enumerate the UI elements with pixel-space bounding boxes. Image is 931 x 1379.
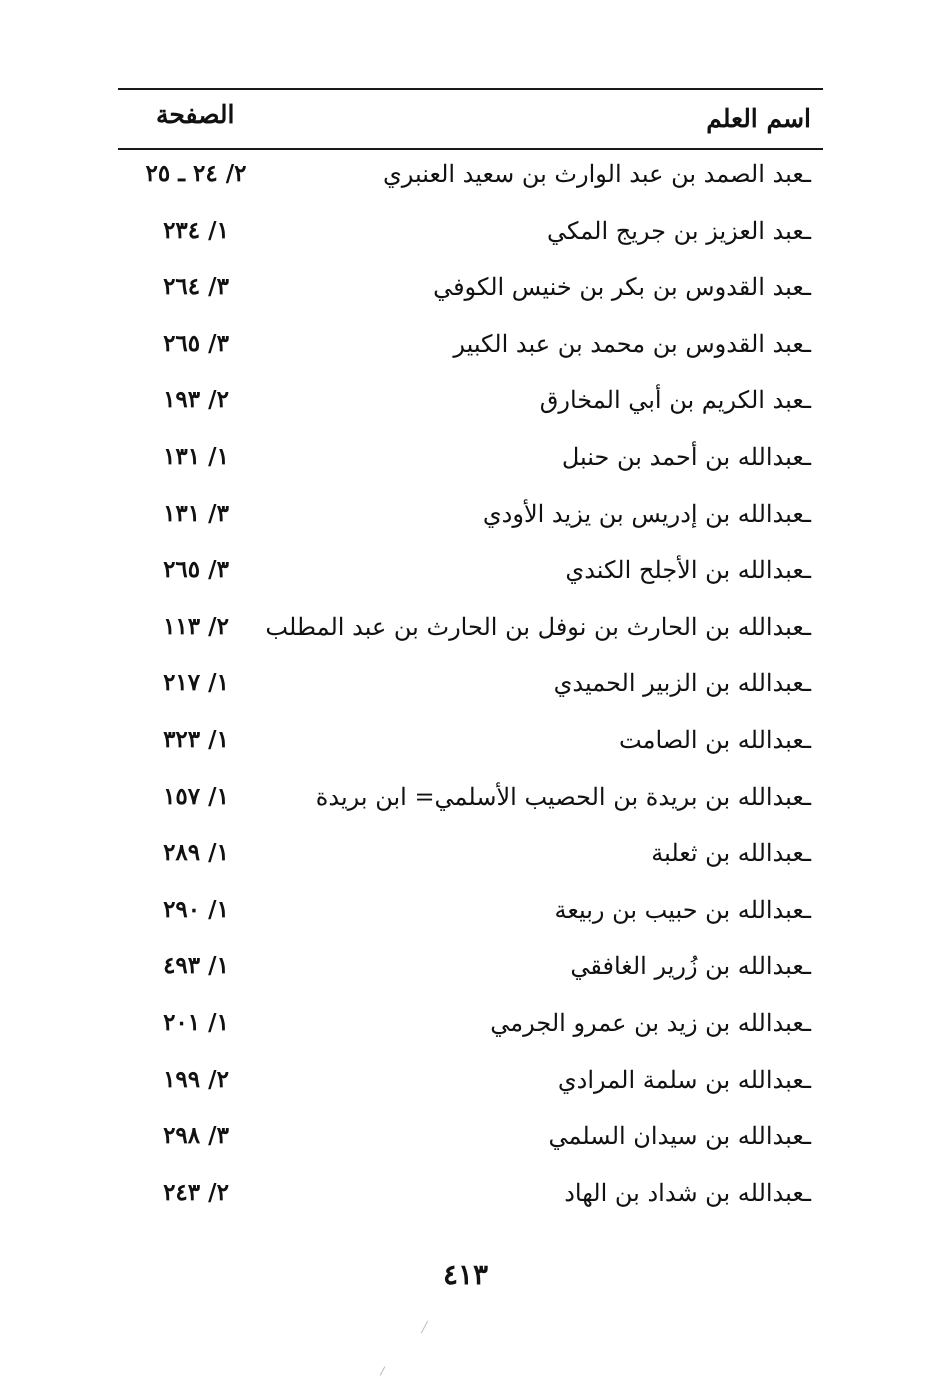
name-column-header: اسم العلم <box>706 104 811 133</box>
index-entry <box>118 152 823 209</box>
top-rule <box>118 88 823 90</box>
page-column-header: الصفحة <box>156 100 235 129</box>
entry-page: ٢/ ١١٣ <box>163 612 229 640</box>
index-entry <box>118 209 823 266</box>
index-entry <box>118 831 823 888</box>
entry-page: ١/ ٢١٧ <box>163 669 229 697</box>
entry-name: ـعبد الكريم بن أبي المخارق <box>539 386 811 415</box>
entry-page: ١/ ١٣١ <box>163 442 229 470</box>
entry-name: ـعبدالله بن الزبير الحميدي <box>553 669 811 698</box>
entry-page: ٢/ ١٩٣ <box>163 386 229 414</box>
entry-name: ـعبدالله بن الأجلح الكندي <box>565 556 811 585</box>
entry-name: ـعبدالله بن الصامت <box>619 725 811 754</box>
scan-mark <box>421 1321 428 1334</box>
index-entry <box>118 775 823 832</box>
index-entries <box>118 152 823 1227</box>
index-entry <box>118 548 823 605</box>
index-entry <box>118 435 823 492</box>
entry-name: ـعبدالله بن ثعلبة <box>651 839 811 868</box>
index-entry <box>118 378 823 435</box>
entry-name: ـعبدالله بن إدريس بن يزيد الأودي <box>482 499 811 528</box>
entry-page: ١/ ٢٨٩ <box>163 839 229 867</box>
entry-name: ـعبدالله بن زيد بن عمرو الجرمي <box>490 1008 811 1037</box>
entry-name: ـعبدالله بن زُرير الغافقي <box>570 952 811 981</box>
entry-page: ٣/ ٢٦٥ <box>163 329 229 357</box>
table-header <box>118 96 823 142</box>
entry-page: ١/ ٢٩٠ <box>163 895 229 923</box>
entry-page: ٢/ ٢٤٣ <box>163 1178 229 1206</box>
entry-page: ٢/ ١٩٩ <box>163 1065 229 1093</box>
entry-page: ٣/ ٢٦٥ <box>163 556 229 584</box>
entry-name: ـعبدالله بن أحمد بن حنبل <box>561 442 811 471</box>
index-entry <box>118 661 823 718</box>
entry-page: ٢/ ٢٤ ـ ٢٥ <box>145 160 247 187</box>
index-entry <box>118 718 823 775</box>
entry-page: ١/ ٢٣٤ <box>163 216 229 244</box>
entry-page: ١/ ٢٠١ <box>163 1008 229 1036</box>
entry-page: ١/ ٤٩٣ <box>163 952 229 980</box>
entry-name: ـعبدالله بن سيدان السلمي <box>548 1122 811 1151</box>
index-entry <box>118 265 823 322</box>
entry-name: ـعبد الصمد بن عبد الوارث بن سعيد العنبري <box>382 160 811 188</box>
index-entry <box>118 322 823 379</box>
index-entry <box>118 1114 823 1171</box>
entry-name: ـعبدالله بن شداد بن الهاد <box>564 1178 811 1207</box>
scan-mark <box>380 1366 386 1375</box>
entry-name: ـعبد القدوس بن محمد بن عبد الكبير <box>453 329 811 358</box>
index-entry <box>118 888 823 945</box>
entry-page: ٣/ ٢٦٤ <box>163 273 229 301</box>
index-entry <box>118 1171 823 1228</box>
index-entry <box>118 1001 823 1058</box>
entry-page: ١/ ٣٢٣ <box>163 725 229 753</box>
entry-name: ـعبدالله بن الحارث بن نوفل بن الحارث بن عبد المطلب <box>265 612 811 641</box>
entry-page: ١/ ١٥٧ <box>163 782 229 810</box>
entry-name: ـعبدالله بن سلمة المرادي <box>557 1065 811 1094</box>
index-entry <box>118 605 823 662</box>
page-number: ٤١٣ <box>442 1258 489 1291</box>
entry-name: ـعبد القدوس بن بكر بن خنيس الكوفي <box>433 273 811 302</box>
entry-page: ٣/ ٢٩٨ <box>163 1122 229 1150</box>
entry-name: ـعبد العزيز بن جريج المكي <box>547 216 811 245</box>
header-rule <box>118 148 823 150</box>
entry-name: ـعبدالله بن بريدة بن الحصيب الأسلمي= ابن بريدة <box>315 782 811 811</box>
index-entry <box>118 944 823 1001</box>
index-entry <box>118 1058 823 1115</box>
entry-page: ٣/ ١٣١ <box>163 499 229 527</box>
entry-name: ـعبدالله بن حبيب بن ربيعة <box>554 895 811 924</box>
index-entry <box>118 492 823 549</box>
